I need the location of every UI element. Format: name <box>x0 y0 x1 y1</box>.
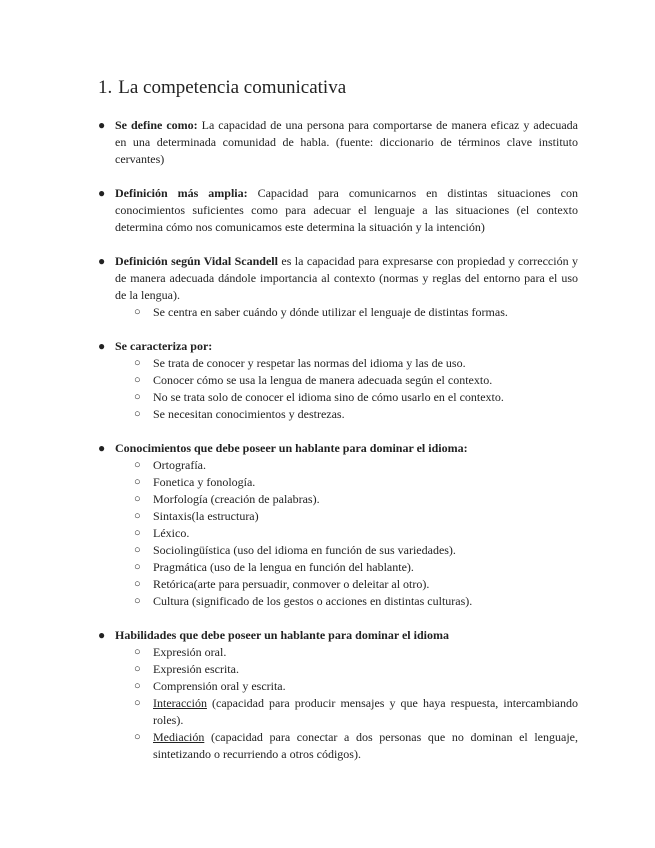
sub-bullet-icon: ○ <box>134 561 141 573</box>
sub-bullet-icon: ○ <box>134 697 141 709</box>
sub-list-item: ○ Conocer cómo se usa la lengua de manera adecuada según el contexto. <box>134 373 493 387</box>
sub-list-item: ○ Se centra en saber cuándo y dónde utilizar el lenguaje de distintas formas. <box>134 305 508 319</box>
sub-bullet-icon: ○ <box>134 374 141 386</box>
definition-text: La capacidad de una persona para comportarse de manera eficaz y adecuada en una determinada comunidad de habla. (fuente: diccionario de términos clave instituto cervantes) <box>115 118 578 166</box>
sub-bullet-icon: ○ <box>134 493 141 505</box>
definition-text: Capacidad para comunicarnos en distintas situaciones con conocimientos suficientes como para adecuar el lenguaje a las situaciones (el contexto determina cómo nos comunicamos este determina la situación y la intención) <box>115 186 578 234</box>
sub-list <box>115 644 578 763</box>
sub-list-item: ○ No se trata solo de conocer el idioma sino de cómo usarlo en el contexto. <box>134 390 504 404</box>
bullet-icon: ● <box>98 441 106 455</box>
sub-list <box>115 457 578 610</box>
term-label: Definición más amplia: <box>115 186 248 200</box>
sub-bullet-icon: ○ <box>134 408 141 420</box>
sub-bullet-icon: ○ <box>134 680 141 692</box>
sub-list-item: ○ Expresión escrita. <box>134 662 239 676</box>
sub-list-item: ○ Retórica(arte para persuadir, conmover o deleitar al otro). <box>134 577 430 591</box>
sub-bullet-icon: ○ <box>134 391 141 403</box>
bullet-icon: ● <box>98 254 106 268</box>
list-item-definition <box>96 117 578 168</box>
sub-list-item: ○ Expresión oral. <box>134 645 227 659</box>
sub-bullet-icon: ○ <box>134 459 141 471</box>
bullet-icon: ● <box>98 628 106 642</box>
term-label: Habilidades que debe poseer un hablante para dominar el idioma <box>115 628 449 642</box>
page-title <box>98 77 346 99</box>
bullet-icon: ● <box>98 118 106 132</box>
sub-bullet-icon: ○ <box>134 578 141 590</box>
sub-list-item: ○ Pragmática (uso de la lengua en función del hablante). <box>134 560 414 574</box>
sub-list <box>115 304 578 321</box>
sub-bullet-icon: ○ <box>134 527 141 539</box>
term-label: Definición según Vidal Scandell <box>115 254 278 268</box>
heading-title: La competencia comunicativa <box>118 77 347 98</box>
sub-list-item: ○ Ortografía. <box>134 458 206 472</box>
sub-bullet-icon: ○ <box>134 595 141 607</box>
sub-list-item: ○ Se trata de conocer y respetar las normas del idioma y las de uso. <box>134 356 466 370</box>
sub-bullet-icon: ○ <box>134 306 141 318</box>
main-list <box>96 117 578 763</box>
sub-list-item: ○ Sociolingüística (uso del idioma en función de sus variedades). <box>134 543 456 557</box>
heading-number: 1. <box>98 77 113 98</box>
sub-list-item: ○ Sintaxis(la estructura) <box>134 509 259 523</box>
term-label: Conocimientos que debe poseer un hablante para dominar el idioma: <box>115 441 468 455</box>
term-label: Se caracteriza por: <box>115 339 213 353</box>
sub-list-item: ○ Léxico. <box>134 526 190 540</box>
definition-text: es la capacidad para expresarse con propiedad y corrección y de manera adecuada dándole importancia al contexto (normas y reglas del entorno para el uso de la lengua). <box>115 254 578 302</box>
list-item-broad-definition <box>96 185 578 236</box>
sub-bullet-icon: ○ <box>134 731 141 743</box>
sub-list-item: ○ Interacción (capacidad para producir mensajes y que haya respuesta, intercambiando roles). <box>134 696 578 727</box>
sub-list <box>115 355 578 423</box>
sub-list-item: ○ Cultura (significado de los gestos o acciones en distintas culturas). <box>134 594 473 608</box>
sub-list-item: ○ Morfología (creación de palabras). <box>134 492 320 506</box>
list-item-vidal-definition <box>96 253 578 321</box>
term-label: Se define como: <box>115 118 198 132</box>
sub-list-item: ○ Comprensión oral y escrita. <box>134 679 286 693</box>
underlined-term: Mediación <box>153 730 205 744</box>
list-item-skills <box>96 627 578 763</box>
sub-bullet-icon: ○ <box>134 476 141 488</box>
sub-bullet-icon: ○ <box>134 544 141 556</box>
sub-list-item: ○ Fonetica y fonología. <box>134 475 256 489</box>
list-item-knowledge <box>96 440 578 610</box>
sub-bullet-icon: ○ <box>134 357 141 369</box>
sub-list-item: ○ Mediación (capacidad para conectar a dos personas que no dominan el lenguaje, sintetizando o recurriendo a otros códigos). <box>134 730 578 761</box>
sub-bullet-icon: ○ <box>134 663 141 675</box>
list-item-characteristics <box>96 338 578 423</box>
bullet-icon: ● <box>98 186 106 200</box>
sub-list-item: ○ Se necesitan conocimientos y destrezas. <box>134 407 345 421</box>
sub-bullet-icon: ○ <box>134 510 141 522</box>
underlined-term: Interacción <box>153 696 207 710</box>
bullet-icon: ● <box>98 339 106 353</box>
sub-bullet-icon: ○ <box>134 646 141 658</box>
